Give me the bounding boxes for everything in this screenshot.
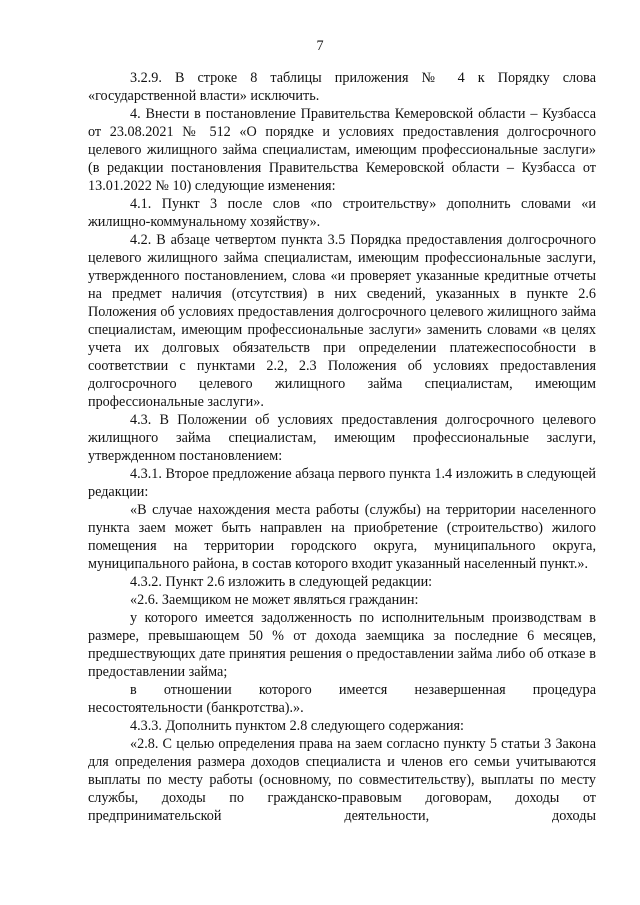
paragraph-4-1: 4.1. Пункт 3 после слов «по строительству» дополнить словами «и жилищно-коммунальному хозяйству». — [88, 196, 596, 230]
paragraph-4: 4. Внести в постановление Правительства Кемеровской области – Кузбасса от 23.08.2021 № 512 «О порядке и условиях предоставления долгосрочного целевого жилищного займа специалистам, имеющим профессиональные заслуги» (в редакции постановления Правительства Кемеровской области – Кузбасса от 13.01.2022 № 10) следующие изменения: — [88, 106, 596, 194]
quoted-paragraph-2-6: «2.6. Заемщиком не может являться гражданин: — [130, 592, 419, 608]
quoted-paragraph-1-4: «В случае нахождения места работы (службы) на территории населенного пункта заем может быть направлен на приобретение (строительство) жилого помещения на территории городского округа, муниципального округа, муниципального района, в состав которого входит указанный населенный пункт.». — [88, 502, 596, 572]
document-body — [88, 69, 596, 825]
paragraph-4-3-2: 4.3.2. Пункт 2.6 изложить в следующей редакции: — [130, 574, 433, 590]
paragraph-4-2: 4.2. В абзаце четвертом пункта 3.5 Порядка предоставления долгосрочного целевого жилищного займа специалистам, имеющим профессиональные заслуги, утвержденного постановлением, слова «и проверяет указанные кредитные отчеты на предмет наличия (отсутствия) в них сведений, указанных в пункте 2.6 Положения об условиях предоставления долгосрочного целевого жилищного займа специалистам, имеющим профессиональные заслуги» заменить словами «в целях учета их долговых обязательств при определении платежеспособности в соответствии с пунктами 2.2, 2.3 Положения об условиях предоставления долгосрочного целевого жилищного займа специалистам, имеющим профессиональные заслуги». — [88, 232, 596, 410]
paragraph-4-3: 4.3. В Положении об условиях предоставления долгосрочного целевого жилищного займа специалистам, имеющим профессиональные заслуги, утвержденном постановлением: — [88, 412, 596, 464]
page-number: 7 — [316, 38, 324, 54]
paragraph-3-2-9: 3.2.9. В строке 8 таблицы приложения № 4 к Порядку слова «государственной власти» исключить. — [88, 70, 596, 104]
quoted-paragraph-2-8: «2.8. С целью определения права на заем согласно пункту 5 статьи 3 Закона для определения размера доходов специалиста и членов его семьи учитываются выплаты по месту работы (основному, по совместительству), выплаты по месту службы, доходы по гражданско-правовым договорам, доходы от предпринимательской деятельности, доходы — [88, 736, 596, 824]
paragraph-bankruptcy-condition: в отношении которого имеется незавершенная процедура несостоятельности (банкротства).». — [88, 682, 596, 716]
paragraph-debt-condition: у которого имеется задолженность по исполнительным производствам в размере, превышающем 50 % от дохода заемщика за последние 6 месяцев, предшествующих дате принятия решения о предоставлении займа либо об отказе в предоставлении займа; — [88, 610, 596, 680]
paragraph-4-3-1: 4.3.1. Второе предложение абзаца первого пункта 1.4 изложить в следующей редакции: — [88, 466, 596, 500]
paragraph-4-3-3: 4.3.3. Дополнить пунктом 2.8 следующего содержания: — [130, 718, 464, 734]
